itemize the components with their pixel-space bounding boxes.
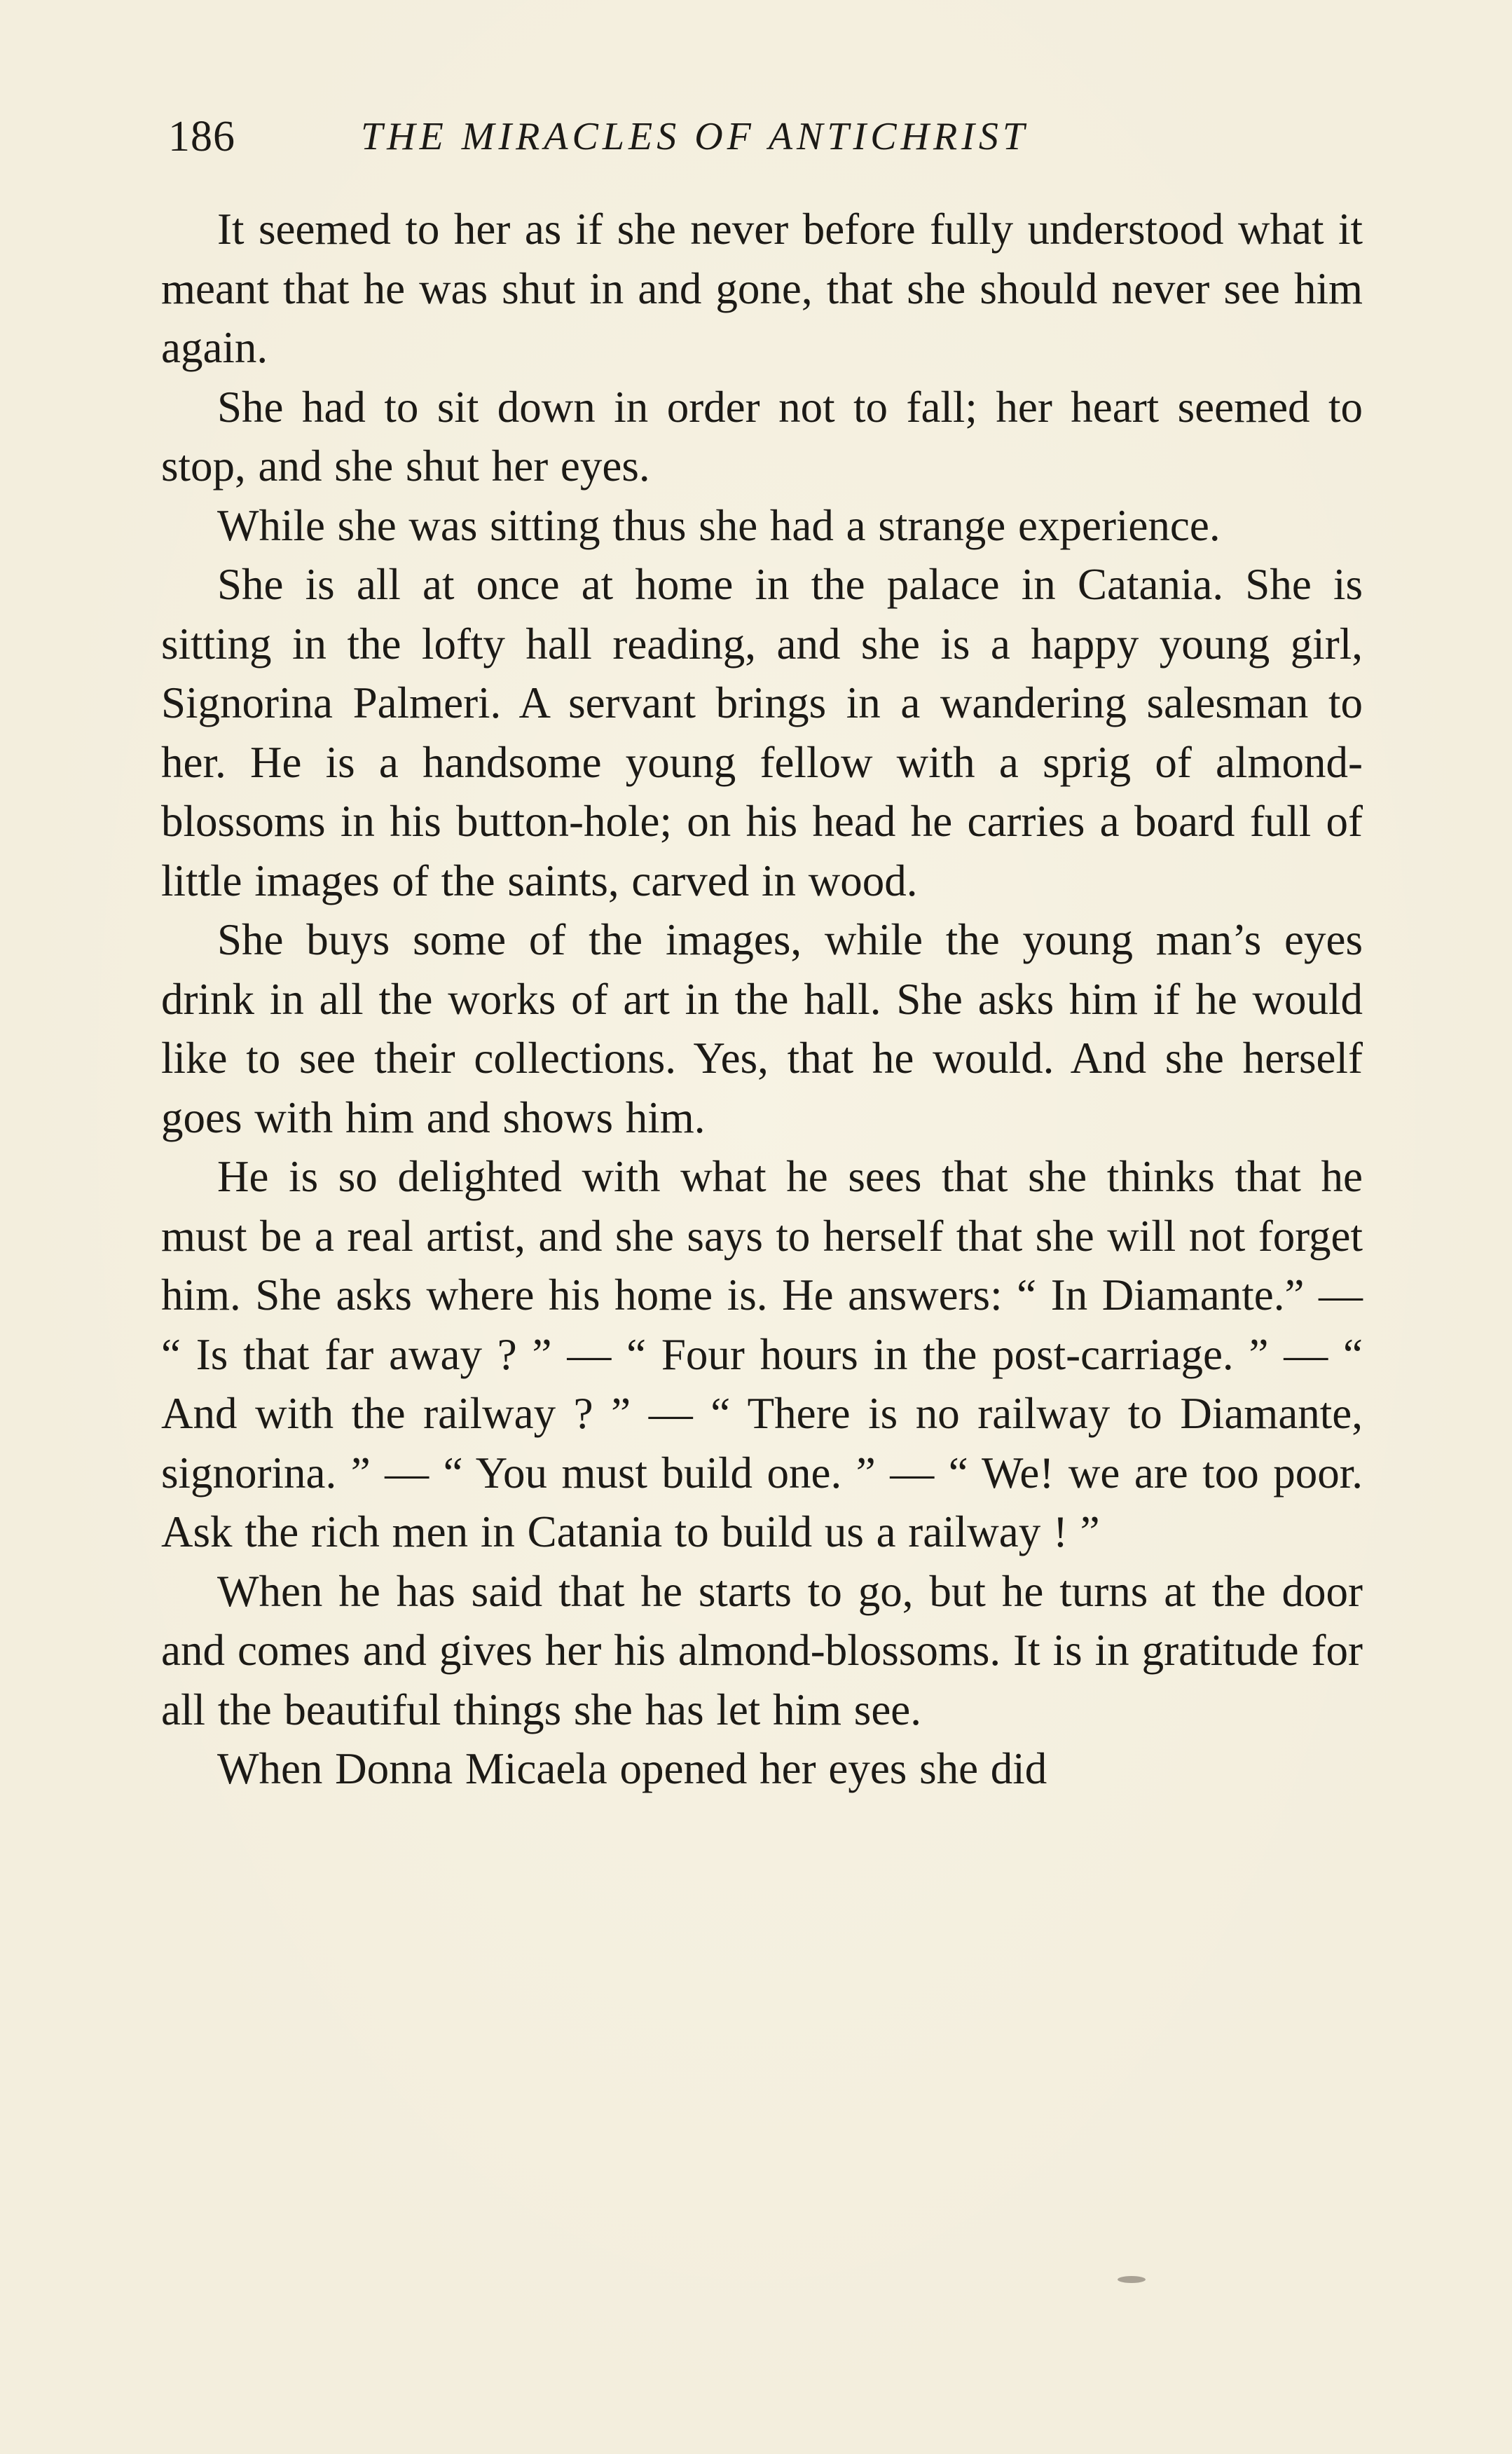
paragraph: He is so delighted with what he sees that she thinks that he must be a real artist, and she says to herself that she will not forget him. She asks where his home is. He answers: “ In Diamante.” — “ Is that far away ? ” — “ Four hours in the post-carriage. ” — “ And with the railway ? ” — “ There is no railway to Diamante, signorina. ” — “ You must build one. ” — “ We! we are too poor. Ask the rich men in Catania to build us a railway ! ” bbox=[161, 1152, 1363, 1556]
paragraph: It seemed to her as if she never before fully understood what it meant that he was shut in and gone, that she should never see him again. bbox=[161, 205, 1363, 372]
paragraph: While she was sitting thus she had a strange experience. bbox=[217, 500, 1221, 550]
ink-speck bbox=[1118, 2276, 1146, 2283]
paragraph: She is all at once at home in the palace in Catania. She is sitting in the lofty hall reading, and she is a happy young girl, Signorina Palmeri. A servant brings in a wandering salesman to her. He is a handsome young fellow with a sprig of almond-blossoms in his button-hole; on his head he carries a board full of little images of the saints, carved in wood. bbox=[161, 560, 1363, 905]
running-head bbox=[168, 105, 1359, 168]
running-title: THE MIRACLES OF ANTICHRIST bbox=[361, 115, 1029, 158]
page-number: 186 bbox=[168, 113, 235, 160]
paragraph: When he has said that he starts to go, but he turns at the door and comes and gives her his almond-blossoms. It is in gratitude for all the beautiful things she has let him see. bbox=[161, 1566, 1363, 1734]
paragraph: When Donna Micaela opened her eyes she did bbox=[217, 1744, 1047, 1793]
paragraph: She buys some of the images, while the young man’s eyes drink in all the works of art in the hall. She asks him if he would like to see their collections. Yes, that he would. And she herself goes with him and shows him. bbox=[161, 915, 1363, 1142]
body-text bbox=[161, 200, 1363, 1799]
paragraph: She had to sit down in order not to fall; her heart seemed to stop, and she shut her eyes. bbox=[161, 382, 1363, 491]
